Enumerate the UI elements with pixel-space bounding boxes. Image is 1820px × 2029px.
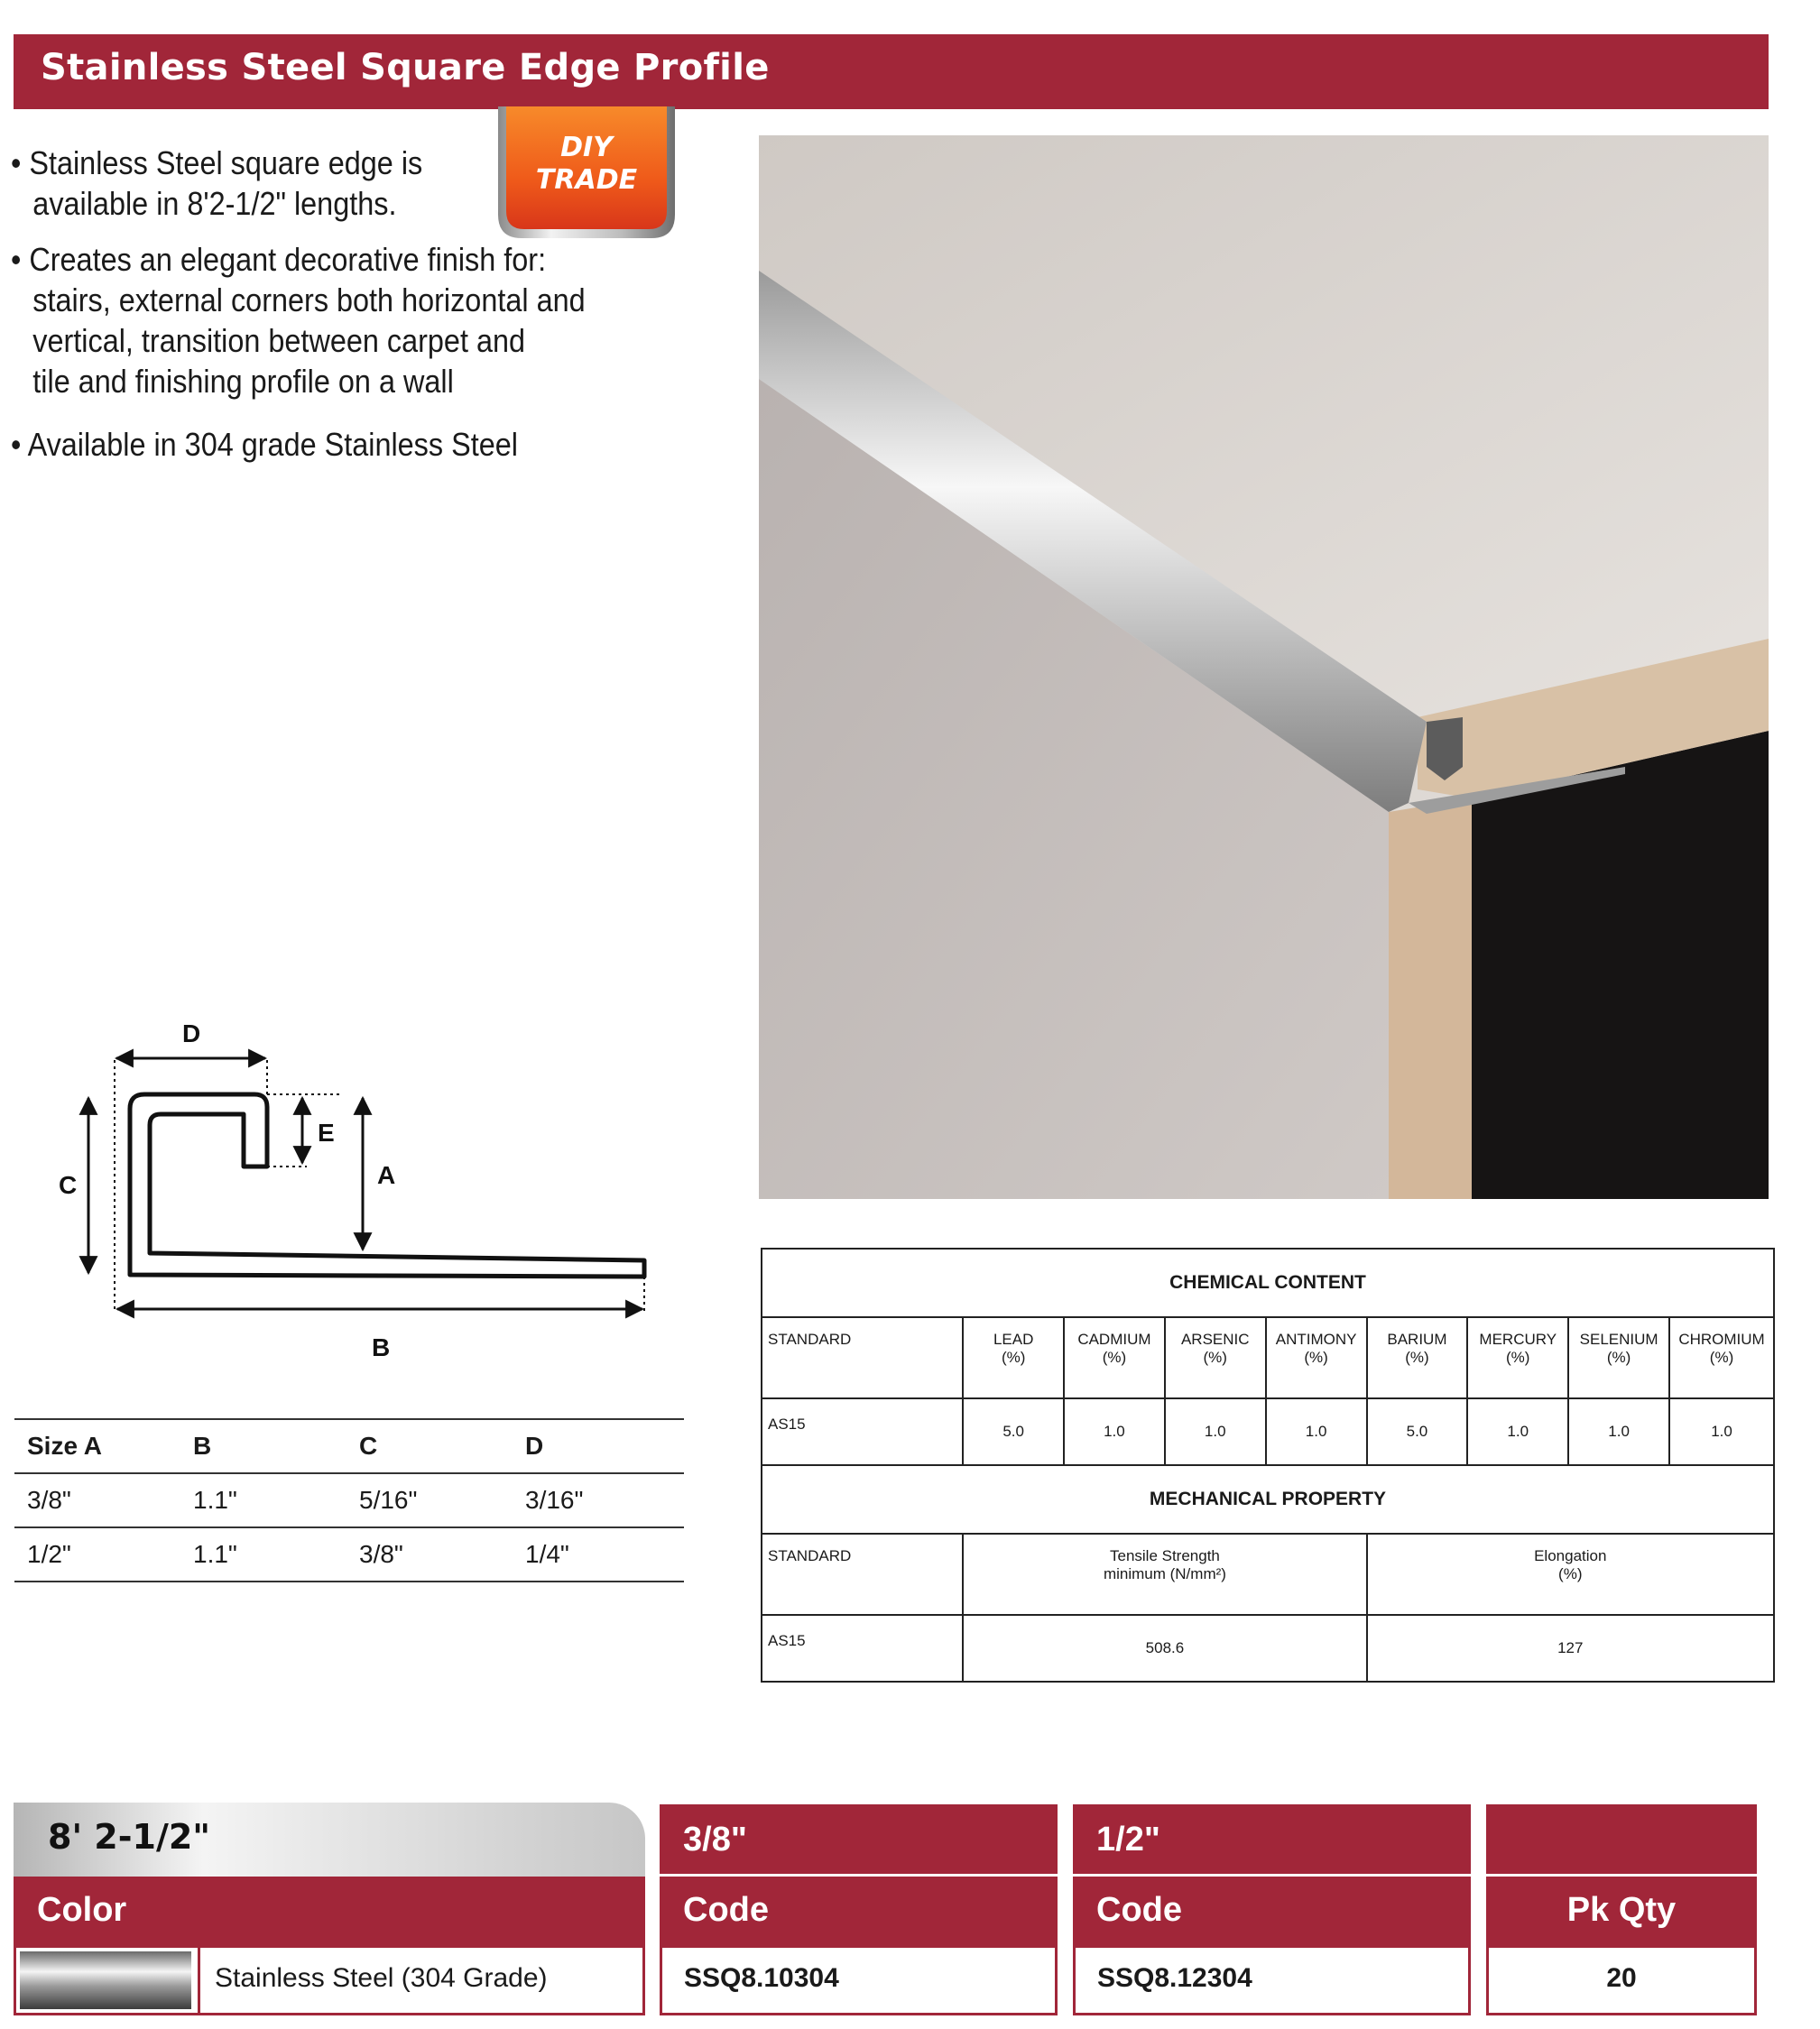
- chem-value: 1.0: [1467, 1398, 1568, 1465]
- size-table-header: C: [346, 1419, 513, 1473]
- length-tab: [14, 1803, 645, 1877]
- chem-value: 1.0: [1669, 1398, 1774, 1465]
- table-cell: 3/8": [14, 1473, 180, 1527]
- chem-col-barium: BARIUM (%): [1367, 1317, 1468, 1398]
- product-photo: [759, 135, 1769, 1199]
- pk-qty-value: 20: [1606, 1963, 1637, 1993]
- bullet-3-line-1: • Available in 304 grade Stainless Steel: [11, 426, 518, 463]
- bullet-1-line-2: available in 8'2-1/2" lengths.: [32, 185, 397, 222]
- product-code-2: SSQ8.12304: [1097, 1963, 1252, 1993]
- table-cell: 1.1": [180, 1527, 346, 1582]
- size-table-header: D: [513, 1419, 684, 1473]
- mech-value: 508.6: [963, 1615, 1366, 1682]
- pk-qty-header: Pk Qty: [1486, 1877, 1757, 1945]
- bullet-2-line-1: • Creates an elegant decorative finish for:: [11, 241, 547, 278]
- code-header-2: Code: [1073, 1877, 1471, 1945]
- bullet-3: [11, 424, 518, 465]
- chem-col-antimony: ANTIMONY (%): [1266, 1317, 1367, 1398]
- bullet-2-line-2: stairs, external corners both horizontal and: [32, 281, 586, 318]
- diagram-label-d: D: [182, 1019, 201, 1047]
- mechanical-property-title: MECHANICAL PROPERTY: [762, 1465, 1774, 1534]
- chem-col-arsenic: ARSENIC (%): [1165, 1317, 1266, 1398]
- code-cell-1: [660, 1945, 1058, 2015]
- chem-value: 5.0: [1367, 1398, 1468, 1465]
- table-row: [14, 1473, 684, 1527]
- table-cell: 5/16": [346, 1473, 513, 1527]
- bullet-2: [11, 239, 586, 401]
- standard-label: STANDARD: [762, 1317, 963, 1398]
- diy-trade-badge: [498, 106, 675, 240]
- diagram-label-c: C: [59, 1171, 78, 1199]
- chem-value: 1.0: [1064, 1398, 1165, 1465]
- length-label: 8' 2-1/2": [48, 1817, 211, 1857]
- standard-label: STANDARD: [762, 1534, 963, 1615]
- chemical-content-title: CHEMICAL CONTENT: [762, 1249, 1774, 1317]
- bullet-2-line-4: tile and finishing profile on a wall: [32, 363, 454, 400]
- code-cell-2: [1073, 1945, 1471, 2015]
- table-cell: 3/8": [346, 1527, 513, 1582]
- mech-col-elongation: Elongation (%): [1367, 1534, 1774, 1615]
- code-header-1: Code: [660, 1877, 1058, 1945]
- size-table: [14, 1418, 684, 1582]
- chem-standard-value: AS15: [762, 1398, 963, 1465]
- profile-dimension-diagram: [54, 1006, 668, 1367]
- bullet-2-line-3: vertical, transition between carpet and: [32, 322, 526, 359]
- badge-trade-text: TRADE: [535, 164, 638, 196]
- chem-value: 1.0: [1568, 1398, 1669, 1465]
- table-cell: 1/2": [14, 1527, 180, 1582]
- size-header-3-8: 3/8": [660, 1804, 1058, 1874]
- table-row: [14, 1527, 684, 1582]
- diagram-label-b: B: [372, 1333, 391, 1361]
- table-cell: 1.1": [180, 1473, 346, 1527]
- mech-col-tensile: Tensile Strength minimum (N/mm²): [963, 1534, 1366, 1615]
- badge-diy-text: DIY: [560, 132, 613, 163]
- chem-value: 1.0: [1266, 1398, 1367, 1465]
- size-table-header: B: [180, 1419, 346, 1473]
- table-cell: 1/4": [513, 1527, 684, 1582]
- stainless-swatch: [20, 1951, 191, 2009]
- bullet-1: [11, 143, 422, 224]
- table-cell: 3/16": [513, 1473, 684, 1527]
- pk-qty-cell: [1486, 1945, 1757, 2015]
- size-header-1-2: 1/2": [1073, 1804, 1471, 1874]
- color-value: Stainless Steel (304 Grade): [215, 1963, 548, 1993]
- diagram-label-e: E: [318, 1119, 335, 1147]
- chem-col-lead: LEAD (%): [963, 1317, 1064, 1398]
- mech-standard-value: AS15: [762, 1615, 963, 1682]
- page-header: [14, 34, 1769, 109]
- chem-value: 1.0: [1165, 1398, 1266, 1465]
- bullet-1-line-1: • Stainless Steel square edge is: [11, 144, 423, 181]
- chem-col-cadmium: CADMIUM (%): [1064, 1317, 1165, 1398]
- color-header: Color: [14, 1877, 645, 1945]
- chem-col-chromium: CHROMIUM (%): [1669, 1317, 1774, 1398]
- color-row: [14, 1945, 645, 2015]
- chem-col-mercury: MERCURY (%): [1467, 1317, 1568, 1398]
- diagram-label-a: A: [377, 1161, 396, 1189]
- chem-col-selenium: SELENIUM (%): [1568, 1317, 1669, 1398]
- spec-table: [761, 1248, 1775, 1683]
- mech-value: 127: [1367, 1615, 1774, 1682]
- page-title: Stainless Steel Square Edge Profile: [41, 47, 770, 88]
- size-table-header-row: [14, 1419, 684, 1473]
- product-code-1: SSQ8.10304: [684, 1963, 839, 1993]
- chem-value: 5.0: [963, 1398, 1064, 1465]
- size-table-header: Size A: [14, 1419, 180, 1473]
- pk-qty-top: [1486, 1804, 1757, 1874]
